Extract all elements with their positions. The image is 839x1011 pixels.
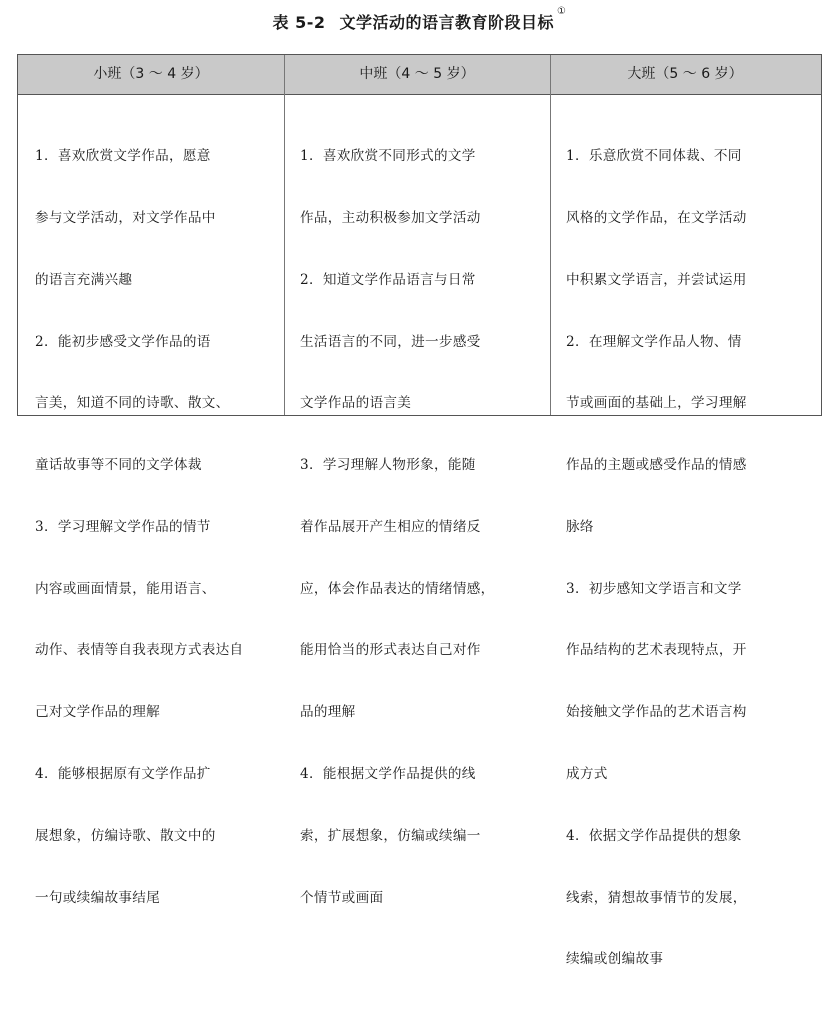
goal-line: 3．学习理解文学作品的情节 bbox=[35, 518, 211, 535]
goals-table bbox=[17, 54, 822, 968]
goal-line: 着作品展开产生相应的情绪反 bbox=[300, 518, 481, 535]
goal-line: 参与文学活动，对文学作品中 bbox=[35, 209, 216, 226]
column-divider bbox=[284, 55, 285, 415]
table-title: 文学活动的语言教育阶段目标 bbox=[339, 13, 555, 32]
goal-line: 4．依据文学作品提供的想象 bbox=[566, 827, 742, 844]
table-header-row bbox=[18, 55, 821, 95]
goal-line: 动作、表情等自我表现方式表达自 bbox=[35, 642, 244, 659]
goal-line: 3．初步感知文学语言和文学 bbox=[566, 580, 742, 597]
goal-line: 作品结构的艺术表现特点，开 bbox=[566, 642, 747, 659]
goal-line: 中积累文学语言，并尝试运用 bbox=[566, 271, 747, 288]
header-middle-class: 中班（4 ～ 5 岁） bbox=[359, 66, 475, 82]
goal-line: 作品的主题或感受作品的情感 bbox=[566, 457, 747, 474]
goal-line: 3．学习理解人物形象，能随 bbox=[300, 457, 476, 474]
goal-line: 2．在理解文学作品人物、情 bbox=[566, 333, 742, 350]
goal-line: 续编或创编故事 bbox=[566, 951, 664, 968]
goal-line: 1．乐意欣赏不同体裁、不同 bbox=[566, 148, 742, 165]
goal-line: 己对文学作品的理解 bbox=[35, 704, 161, 721]
goal-line: 生活语言的不同，进一步感受 bbox=[300, 333, 481, 350]
goal-line: 1．喜欢欣赏文学作品，愿意 bbox=[35, 148, 211, 165]
goal-line: 脉络 bbox=[566, 518, 594, 535]
goal-line: 展想象，仿编诗歌、散文中的 bbox=[35, 827, 216, 844]
cell-small-class-goals bbox=[35, 105, 243, 949]
table-caption bbox=[0, 6, 839, 33]
column-divider bbox=[550, 55, 551, 415]
goal-line: 成方式 bbox=[566, 766, 608, 782]
goal-line: 节或画面的基础上，学习理解 bbox=[566, 395, 747, 412]
cell-middle-class-goals bbox=[300, 105, 495, 949]
goal-line: 言美，知道不同的诗歌、散文、 bbox=[35, 395, 230, 412]
goal-line: 4．能够根据原有文学作品扩 bbox=[35, 766, 211, 782]
goal-line: 的语言充满兴趣 bbox=[35, 271, 133, 288]
cell-large-class-goals bbox=[566, 105, 747, 1011]
goal-line: 作品，主动积极参加文学活动 bbox=[300, 209, 481, 226]
goal-line: 始接触文学作品的艺术语言构 bbox=[566, 704, 747, 721]
goal-line: 1．喜欢欣赏不同形式的文学 bbox=[300, 148, 476, 165]
goal-line: 个情节或画面 bbox=[300, 889, 384, 906]
header-small-class: 小班（3 ～ 4 岁） bbox=[93, 66, 209, 82]
footnote-mark: ① bbox=[557, 6, 567, 17]
goal-line: 风格的文学作品，在文学活动 bbox=[566, 209, 747, 226]
goal-line: 线索，猜想故事情节的发展， bbox=[566, 889, 747, 906]
goal-line: 文学作品的语言美 bbox=[300, 395, 412, 412]
goal-line: 童话故事等不同的文学体裁 bbox=[35, 457, 202, 474]
header-large-class: 大班（5 ～ 6 岁） bbox=[627, 66, 743, 82]
goal-line: 索，扩展想象，仿编或续编一 bbox=[300, 827, 481, 844]
goal-line: 能用恰当的形式表达自己对作 bbox=[300, 642, 481, 659]
goal-line: 2．知道文学作品语言与日常 bbox=[300, 271, 476, 288]
goal-line: 一句或续编故事结尾 bbox=[35, 889, 161, 906]
goal-line: 应，体会作品表达的情绪情感， bbox=[300, 580, 495, 597]
goal-line: 2．能初步感受文学作品的语 bbox=[35, 333, 211, 350]
table-number: 表 5-2 bbox=[272, 13, 326, 32]
goal-line: 4．能根据文学作品提供的线 bbox=[300, 766, 476, 782]
goal-line: 内容或画面情景，能用语言、 bbox=[35, 580, 216, 597]
goal-line: 品的理解 bbox=[300, 704, 356, 721]
